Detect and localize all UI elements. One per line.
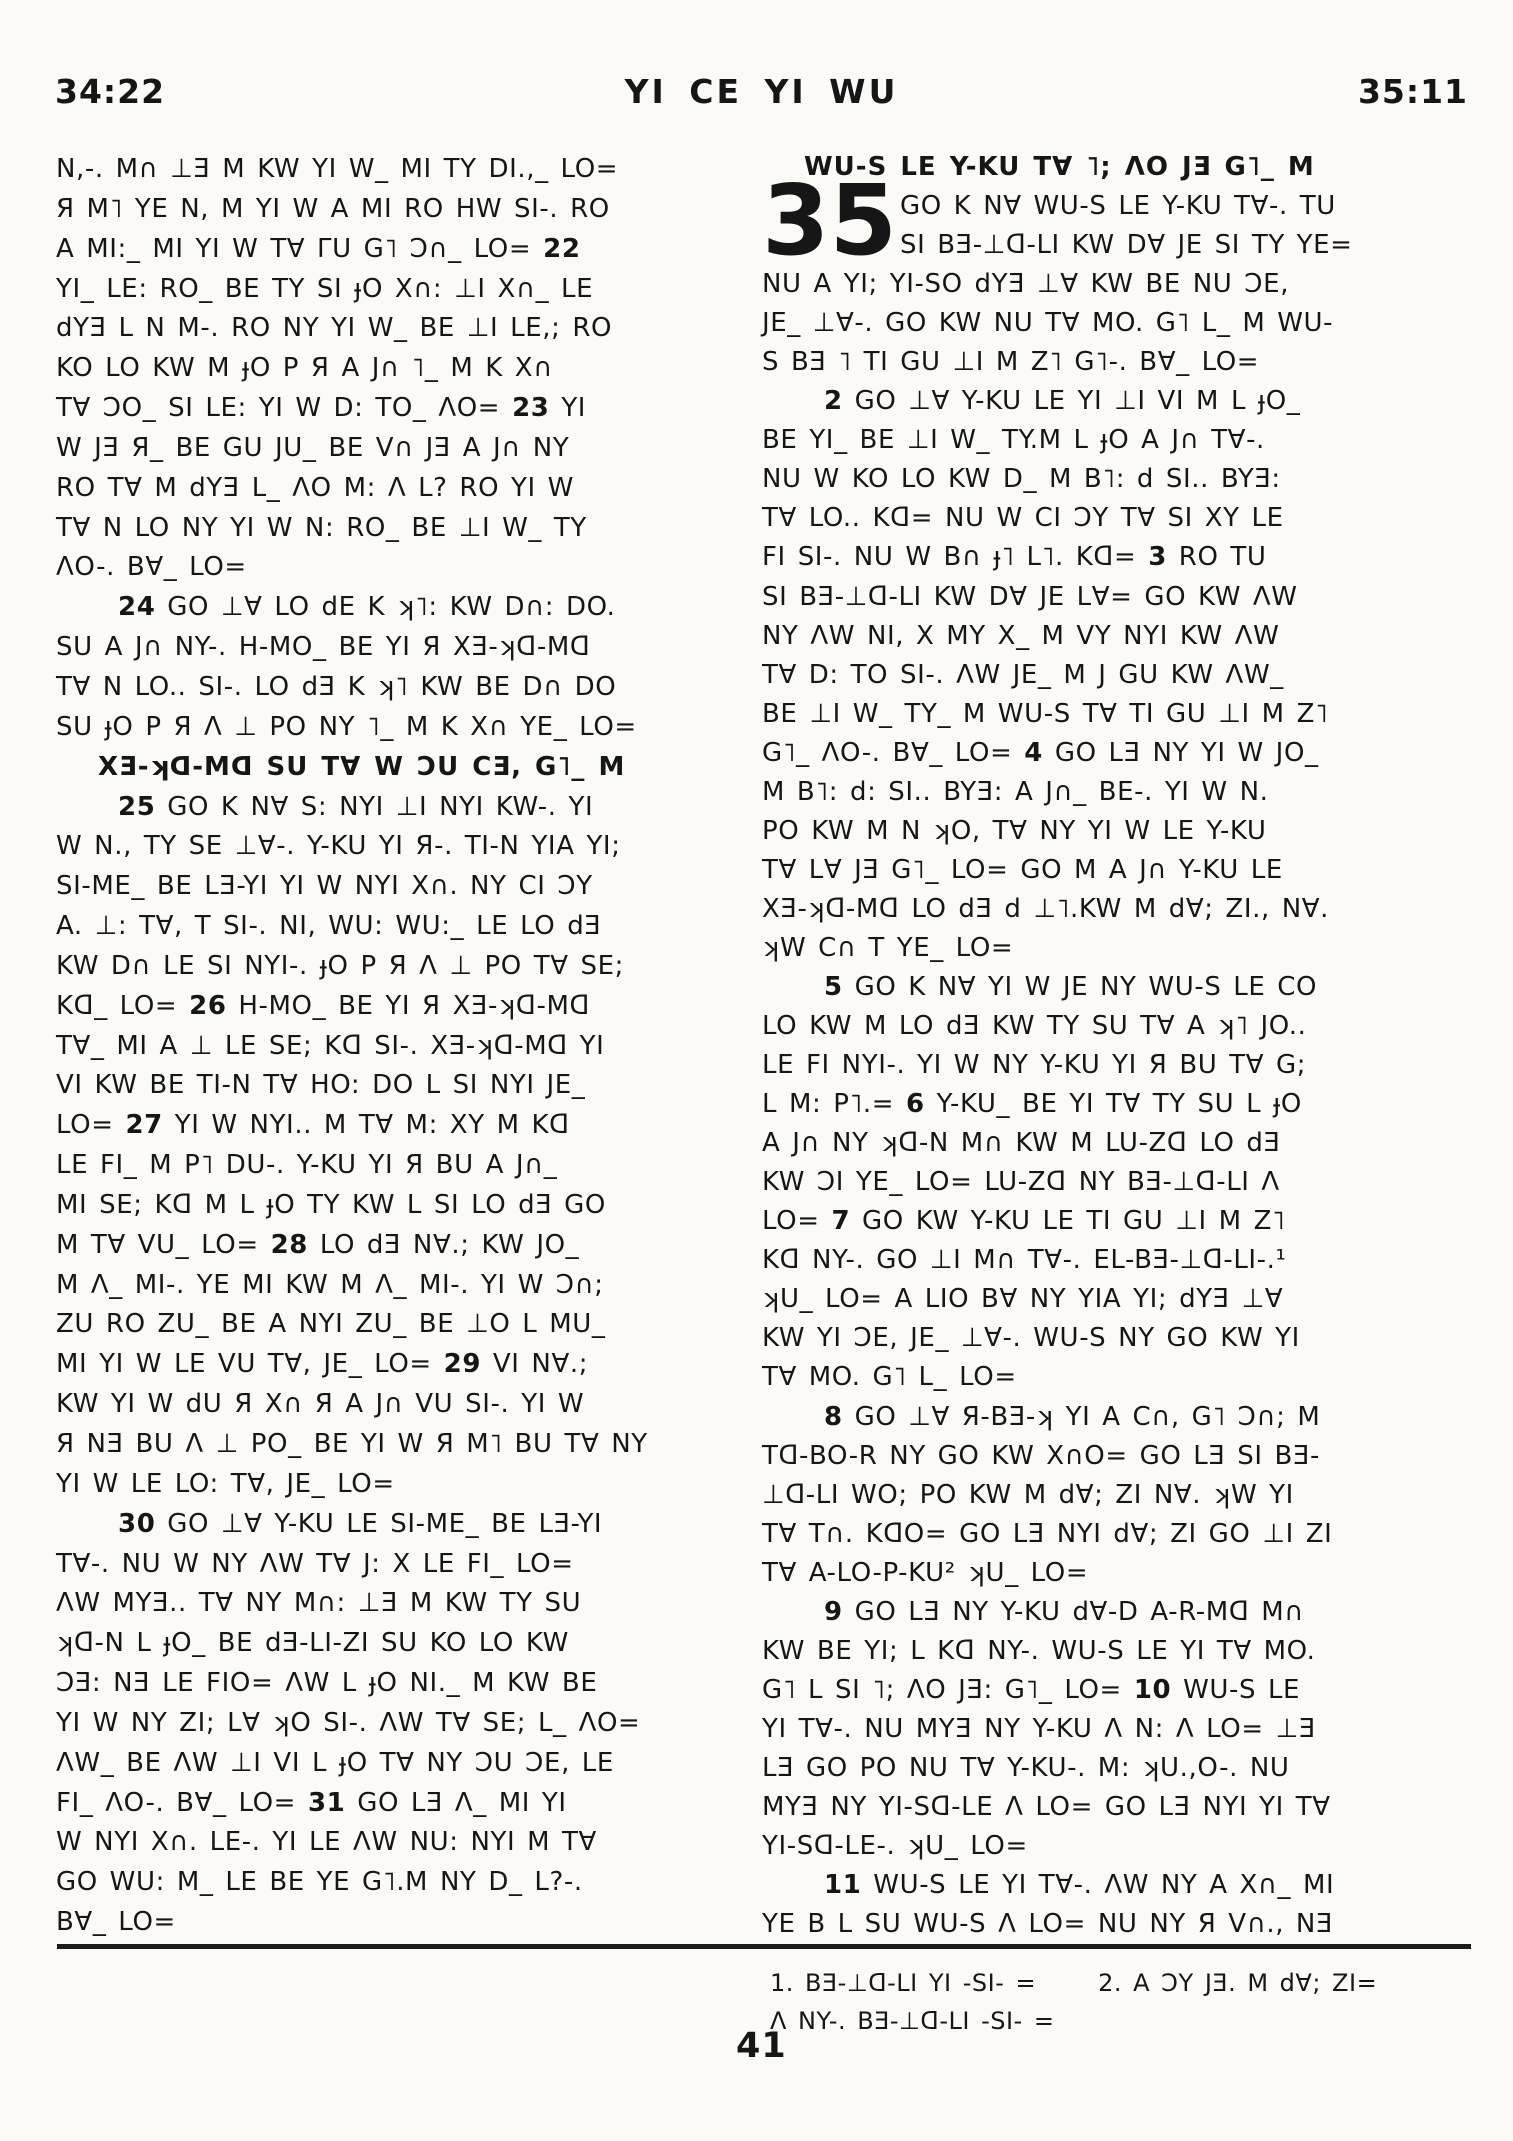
text-line: WU-S LE Y-KU T∀ ˥; ΛO JƎ G˥_ M [804,152,1315,182]
text-line: XƎ-ʞᗡ-Mᗡ LO dƎ d ⊥˥.KW M d∀; ZI., N∀. [762,893,1329,924]
text-line: G˥ L SI ˥; ΛO JƎ: G˥_ LO= 10 WU-S LE [762,1674,1301,1705]
page-number: 41 [736,2026,787,2066]
text-line: KW D∩ LE SI NYI-. ɟO P Я Λ ⊥ PO T∀ SE; [56,950,624,981]
text-line: Я NƎ BU Λ ⊥ PO_ BE YI W Я M˥ BU T∀ NY [56,1429,648,1459]
text-line: SU ɟO P Я Λ ⊥ PO NY ˥_ M K X∩ YE_ LO= [56,711,637,742]
text-line: JE_ ⊥∀-. GO KW NU T∀ MO. G˥ L_ M WU- [762,308,1334,339]
text-line: GO K N∀ WU-S LE Y-KU T∀-. TU [900,191,1336,222]
text-line: GO WU: M_ LE BE YE G˥.M NY D_ L?-. [56,1867,583,1898]
text-line: 30 GO ⊥∀ Y-KU LE SI-ME_ BE LƎ-YI [118,1508,603,1539]
text-line: W NYI X∩. LE-. YI LE ΛW NU: NYI M T∀ [56,1827,597,1858]
text-line: NU W KO LO KW D_ M B˥: d SI.. BYƎ: [762,464,1281,495]
text-line: T∀ D: TO SI-. ΛW JE_ M J GU KW ΛW_ [762,659,1284,690]
text-line: M T∀ VU_ LO= 28 LO dƎ N∀.; KW JO_ [56,1229,580,1260]
text-line: T∀_ MI A ⊥ LE SE; Kᗡ SI-. XƎ-ʞᗡ-Mᗡ YI [56,1030,605,1061]
text-line: FI_ ΛO-. B∀_ LO= 31 GO LƎ Λ_ MI YI [56,1787,567,1818]
text-line: M B˥: d: SI.. BYƎ: A J∩_ BE-. YI W N. [762,776,1269,807]
text-line: G˥_ ΛO-. B∀_ LO= 4 GO LƎ NY YI W JO_ [762,737,1319,768]
text-line: LE FI NYI-. YI W NY Y-KU YI Я BU T∀ G; [762,1050,1307,1081]
text-line: MI YI W LE VU T∀, JE_ LO= 29 VI N∀.; [56,1349,589,1380]
text-line: SI BƎ-⊥ᗡ-LI KW D∀ JE SI TY YE= [900,230,1353,261]
text-line: KW ƆI YE_ LO= LU-Zᗡ NY BƎ-⊥ᗡ-LI Λ [762,1167,1280,1198]
text-line: S BƎ ˥ TI GU ⊥I M Z˥ G˥-. B∀_ LO= [762,347,1260,378]
text-line: T∀ N LO NY YI W N: RO_ BE ⊥I W_ TY [56,512,587,543]
footnote-row [770,1964,1475,2002]
text-line: ƆƎ: NƎ LE FIO= ΛW L ɟO NI._ M KW BE [56,1668,598,1699]
text-line: LO= 27 YI W NYI.. M T∀ M: XY M Kᗡ [56,1110,570,1141]
text-line: T∀ N LO.. SI-. LO dƎ K ʞ˥ KW BE D∩ DO [56,671,617,702]
text-line: KO LO KW M ɟO P Я A J∩ ˥_ M K X∩ [56,353,553,384]
text-line: VI KW BE TI-N T∀ HO: DO L SI NYI JE_ [56,1070,586,1101]
header-verse-ref-left: 34:22 [55,72,166,111]
text-line: T∀ MO. G˥ L_ LO= [762,1362,1017,1393]
text-line: T∀ A-LO-P-KU² ʞU_ LO= [762,1557,1089,1588]
text-line: 9 GO LƎ NY Y-KU d∀-D A-R-Mᗡ M∩ [824,1596,1304,1627]
text-line: LO= 7 GO KW Y-KU LE TI GU ⊥I M Z˥ [762,1206,1286,1237]
text-line: ΛW MYƎ.. T∀ NY M∩: ⊥Ǝ M KW TY SU [56,1588,582,1619]
text-line: T∀ LO.. Kᗡ= NU W CI ƆY T∀ SI XY LE [762,503,1284,534]
footnote-2: 2. A ƆY JƎ. M d∀; ZI= [1098,1969,1378,1997]
text-line: YI W NY ZI; L∀ ʞO SI-. ΛW T∀ SE; L_ ΛO= [56,1707,641,1738]
text-line: PO KW M N ʞO, T∀ NY YI W LE Y-KU [762,815,1267,846]
text-line: BE YI_ BE ⊥I W_ TY.M L ɟO A J∩ T∀-. [762,425,1265,456]
text-line: B∀_ LO= [56,1907,176,1938]
text-line: 25 GO K N∀ S: NYI ⊥I NYI KW-. YI [118,791,594,822]
text-line: NY ΛW NI, X MY X_ M VY NYI KW ΛW [762,620,1280,651]
text-line: M Λ_ MI-. YE MI KW M Λ_ MI-. YI W Ɔ∩; [56,1269,604,1300]
text-column-right [762,148,1462,1944]
text-line: T∀ ƆO_ SI LE: YI W D: TO_ ΛO= 23 YI [56,393,587,424]
text-column-left [56,150,756,1943]
text-line: SI BƎ-⊥ᗡ-LI KW D∀ JE L∀= GO KW ΛW [762,581,1298,612]
text-line: YI W LE LO: T∀, JE_ LO= [56,1468,395,1499]
text-line: 11 WU-S LE YI T∀-. ΛW NY A X∩_ MI [824,1870,1335,1901]
text-line: BE ⊥I W_ TY_ M WU-S T∀ TI GU ⊥I M Z˥ [762,698,1329,729]
text-line: ZU RO ZU_ BE A NYI ZU_ BE ⊥O L MU_ [56,1309,606,1340]
text-line: ΛO-. B∀_ LO= [56,552,247,583]
text-line: Kᗡ_ LO= 26 H-MO_ BE YI Я XƎ-ʞᗡ-Mᗡ [56,990,591,1021]
text-line: 8 GO ⊥∀ Я-BƎ-ʞ YI A C∩, G˥ Ɔ∩; M [824,1401,1321,1432]
text-line: Tᗡ-BO-R NY GO KW X∩O= GO LƎ SI BƎ- [762,1440,1320,1471]
text-line: 24 GO ⊥∀ LO dE K ʞ˥: KW D∩: DO. [118,592,616,623]
text-line: A J∩ NY ʞᗡ-N M∩ KW M LU-Zᗡ LO dƎ [762,1128,1281,1159]
text-line: ΛW_ BE ΛW ⊥I VI L ɟO T∀ NY ƆU ƆE, LE [56,1747,614,1778]
text-line: XƎ-ʞᗡ-Mᗡ SU T∀ W ƆU CƎ, G˥_ M [98,751,626,782]
text-line: A MI:_ MI YI W T∀ ΓU G˥ Ɔ∩_ LO= 22 [56,233,581,264]
footnote-2-continued: Λ NY-. BƎ-⊥ᗡ-LI -SI- = [770,2007,1055,2035]
text-line: MI SE; Kᗡ M L ɟO TY KW L SI LO dƎ GO [56,1189,606,1220]
text-line: RO T∀ M dYƎ L_ ΛO M: Λ L? RO YI W [56,472,574,503]
text-line: SU A J∩ NY-. H-MO_ BE YI Я XƎ-ʞᗡ-Mᗡ [56,632,591,663]
text-line: T∀-. NU W NY ΛW T∀ J: X LE FI_ LO= [56,1548,574,1579]
text-line: ʞW C∩ T YE_ LO= [762,932,1014,963]
text-line: L M: P˥.= 6 Y-KU_ BE YI T∀ TY SU L ɟO [762,1089,1302,1120]
text-line: KW YI ƆE, JE_ ⊥∀-. WU-S NY GO KW YI [762,1323,1300,1354]
text-line: W JƎ Я_ BE GU JU_ BE V∩ JƎ A J∩ NY [56,432,570,463]
text-line: T∀ T∩. KᗡO= GO LƎ NYI d∀; ZI GO ⊥I ZI [762,1518,1333,1549]
footnotes [770,1964,1475,2040]
text-line: W N., TY SE ⊥∀-. Y-KU YI Я-. TI-N YIA YI; [56,831,621,862]
header-verse-ref-right: 35:11 [1357,72,1468,111]
footnote-separator-rule [57,1944,1471,1949]
chapter-number-dropcap: 35 [762,164,897,277]
text-line: NU A YI; YI-SO dYƎ ⊥∀ KW BE NU ƆE, [762,269,1290,300]
text-line: LO KW M LO dƎ KW TY SU T∀ A ʞ˥ JO.. [762,1011,1307,1042]
text-line: YE B L SU WU-S Λ LO= NU NY Я V∩., NƎ [762,1909,1333,1940]
text-line: LE FI_ M P˥ DU-. Y-KU YI Я BU A J∩_ [56,1150,558,1181]
text-line: A. ⊥: T∀, T SI-. NI, WU: WU:_ LE LO dƎ [56,911,602,942]
text-line: ʞU_ LO= A LIO B∀ NY YIA YI; dYƎ ⊥∀ [762,1284,1284,1315]
page-header [55,72,1468,114]
text-line: 5 GO K N∀ YI W JE NY WU-S LE CO [824,971,1318,1002]
page-title: YI CE YI WU [624,72,899,111]
text-line: N,-. M∩ ⊥Ǝ M KW YI W_ MI TY DI.,_ LO= [56,154,619,184]
footnote-1: 1. BƎ-⊥ᗡ-LI YI -SI- = [770,1969,1037,1997]
text-line: KW YI W dU Я X∩ Я A J∩ VU SI-. YI W [56,1389,585,1420]
text-line: ⊥ᗡ-LI WO; PO KW M d∀; ZI N∀. ʞW YI [762,1479,1294,1510]
text-line: LƎ GO PO NU T∀ Y-KU-. M: ʞU.,O-. NU [762,1752,1290,1783]
text-line: YI-Sᗡ-LE-. ʞU_ LO= [762,1831,1028,1862]
text-line: FI SI-. NU W B∩ ɟ˥ L˥. Kᗡ= 3 RO TU [762,542,1267,573]
text-line: 2 GO ⊥∀ Y-KU LE YI ⊥I VI M L ɟO_ [824,386,1301,417]
text-line: YI T∀-. NU MYƎ NY Y-KU Λ N: Λ LO= ⊥Ǝ [762,1713,1316,1744]
footnote-row [770,2002,1475,2040]
text-line: ʞᗡ-N L ɟO_ BE dƎ-LI-ZI SU KO LO KW [56,1628,569,1659]
text-line: MYƎ NY YI-Sᗡ-LE Λ LO= GO LƎ NYI YI T∀ [762,1791,1331,1822]
text-line: dYƎ L N M-. RO NY YI W_ BE ⊥I LE,; RO [56,313,613,344]
text-line: Я M˥ YE N, M YI W A MI RO HW SI-. RO [56,193,610,224]
text-line: SI-ME_ BE LƎ-YI YI W NYI X∩. NY CI ƆY [56,871,593,902]
text-line: Kᗡ NY-. GO ⊥I M∩ T∀-. EL-BƎ-⊥ᗡ-LI-.¹ [762,1245,1287,1276]
text-line: YI_ LE: RO_ BE TY SI ɟO X∩: ⊥I X∩_ LE [56,273,594,304]
text-line: T∀ L∀ JƎ G˥_ LO= GO M A J∩ Y-KU LE [762,854,1283,885]
text-line: KW BE YI; L Kᗡ NY-. WU-S LE YI T∀ MO. [762,1635,1316,1666]
